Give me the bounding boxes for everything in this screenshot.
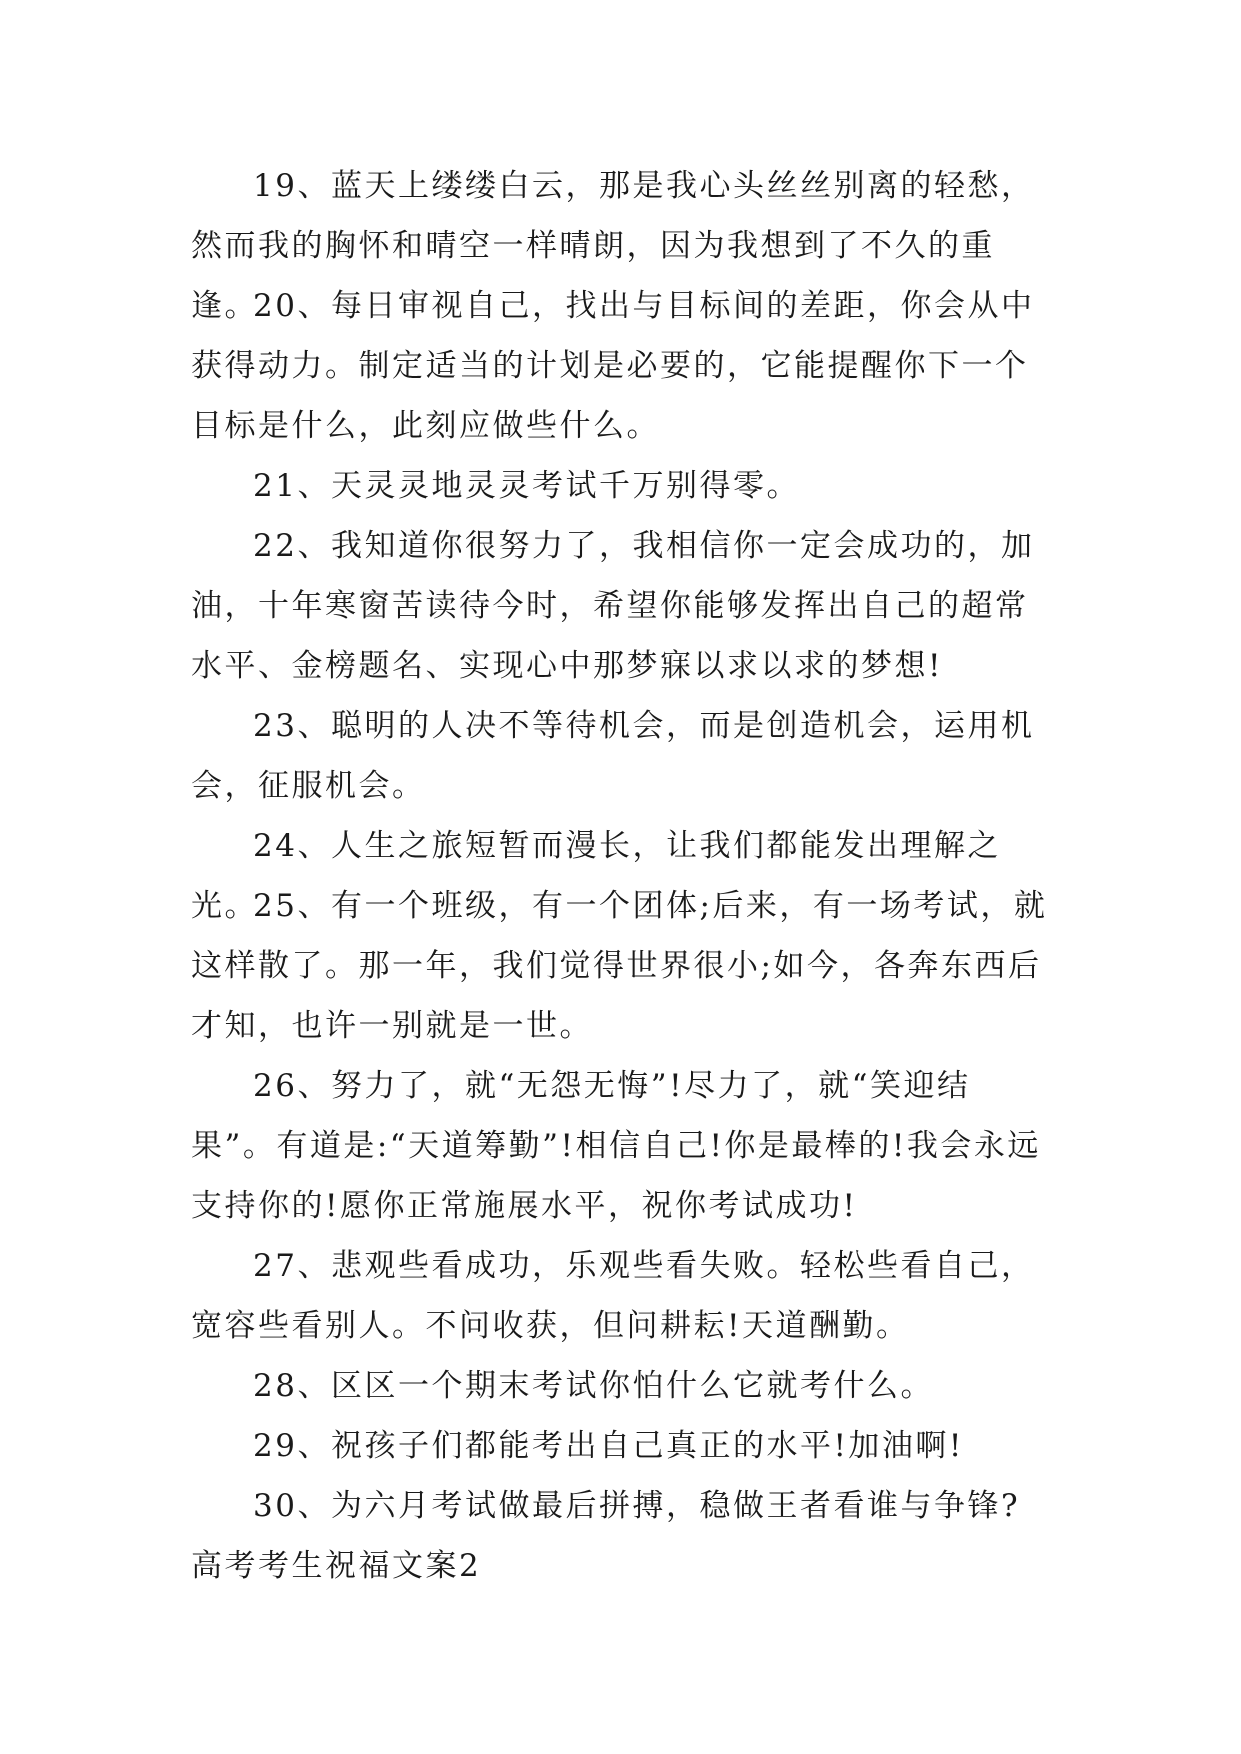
paragraph-19: 19、蓝天上缕缕白云，那是我心头丝丝别离的轻愁，然而我的胸怀和晴空一样晴朗，因为我想到了不久的重逢。 [191, 168, 1035, 324]
paragraph-27: 27、悲观些看成功，乐观些看失败。轻松些看自己，宽容些看别人。不问收获，但问耕耘!天道酬勤。 [191, 1248, 1035, 1344]
paragraph-30: 30、为六月考试做最后拼搏，稳做王者看谁与争锋? [253, 1488, 1021, 1524]
paragraph-21: 21、天灵灵地灵灵考试千万别得零。 [253, 468, 800, 504]
paragraph-23: 23、聪明的人决不等待机会，而是创造机会，运用机会，征服机会。 [191, 708, 1035, 804]
paragraph-24: 24、人生之旅短暂而漫长，让我们都能发出理解之光。 [191, 828, 1001, 924]
paragraph-20: 20、每日审视自己，找出与目标间的差距，你会从中获得动力。制定适当的计划是必要的，它能提醒你下一个目标是什么，此刻应做些什么。 [191, 288, 1035, 444]
paragraph-26: 26、努力了，就“无怨无悔”!尽力了，就“笑迎结果”。有道是:“天道筹勤”!相信自己!你是最棒的!我会永远支持你的!愿你正常施展水平，祝你考试成功! [191, 1068, 1041, 1224]
paragraph-25: 25、有一个班级，有一个团体;后来，有一场考试，就这样散了。那一年，我们觉得世界很小;如今，各奔东西后才知，也许一别就是一世。 [191, 888, 1048, 1044]
paragraph-29: 29、祝孩子们都能考出自己真正的水平!加油啊! [253, 1428, 964, 1464]
paragraph-28: 28、区区一个期末考试你怕什么它就考什么。 [253, 1368, 934, 1404]
section-heading: 高考考生祝福文案2 [191, 1548, 482, 1584]
paragraph-22: 22、我知道你很努力了，我相信你一定会成功的，加油，十年寒窗苦读待今时，希望你能够发挥出自己的超常水平、金榜题名、实现心中那梦寐以求以求的梦想! [191, 528, 1035, 684]
